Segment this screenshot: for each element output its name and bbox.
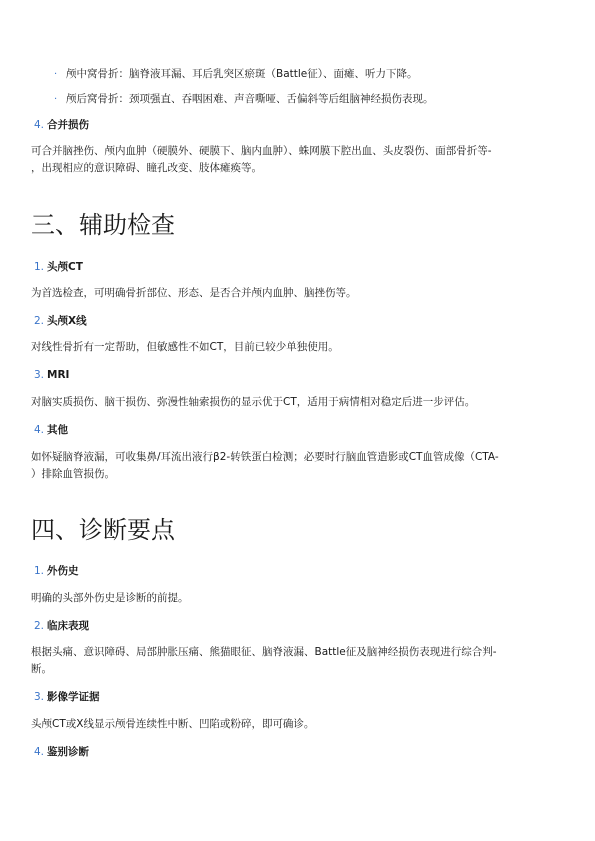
bullet-dot-icon: · bbox=[54, 94, 58, 105]
item-title: 外伤史 bbox=[47, 565, 79, 577]
item-title: 头颅X线 bbox=[47, 315, 87, 327]
list-number: 3. bbox=[34, 369, 45, 381]
paragraph-line: 如怀疑脑脊液漏，可收集鼻/耳流出液行β2-转铁蛋白检测；必要时行脑血管造影或CT血管成像（CTA- bbox=[31, 451, 499, 463]
diagnosis-item-heading bbox=[34, 690, 100, 704]
bullet-middle-fossa bbox=[54, 67, 418, 82]
exam-item-text: 对线性骨折有一定帮助，但敏感性不如CT，目前已较少单独使用。 bbox=[31, 341, 339, 353]
exam-item-heading bbox=[34, 423, 68, 437]
list-number: 2. bbox=[34, 620, 45, 632]
paragraph-line: 断。 bbox=[31, 663, 52, 675]
exam-item-heading bbox=[34, 314, 87, 328]
list-number: 4. bbox=[34, 119, 45, 131]
bullet-text: 颅后窝骨折：颈项强直、吞咽困难、声音嘶哑、舌偏斜等后组脑神经损伤表现。 bbox=[66, 93, 434, 105]
paragraph-line: 可合并脑挫伤、颅内血肿（硬膜外、硬膜下、脑内血肿）、蛛网膜下腔出血、头皮裂伤、面部骨折等- bbox=[31, 145, 492, 157]
section-heading-diagnosis: 四、诊断要点 bbox=[31, 516, 175, 544]
exam-item-text: 为首选检查，可明确骨折部位、形态、是否合并颅内血肿、脑挫伤等。 bbox=[31, 287, 357, 299]
item-title: MRI bbox=[47, 369, 70, 381]
list-number: 1. bbox=[34, 261, 45, 273]
item-title: 头颅CT bbox=[47, 261, 83, 273]
item-title: 鉴别诊断 bbox=[47, 746, 89, 758]
diagnosis-item-heading bbox=[34, 619, 89, 633]
diagnosis-item-heading bbox=[34, 564, 79, 578]
diagnosis-item-text: 头颅CT或X线显示颅骨连续性中断、凹陷或粉碎，即可确诊。 bbox=[31, 718, 315, 730]
diagnosis-item-text: 明确的头部外伤史是诊断的前提。 bbox=[31, 592, 189, 604]
exam-item-heading bbox=[34, 368, 69, 382]
exam-item-text bbox=[31, 449, 565, 483]
list-number: 2. bbox=[34, 315, 45, 327]
item-title: 影像学证据 bbox=[47, 691, 100, 703]
bullet-posterior-fossa bbox=[54, 92, 434, 107]
exam-item-heading bbox=[34, 260, 83, 274]
item-title: 临床表现 bbox=[47, 620, 89, 632]
list-number: 3. bbox=[34, 691, 45, 703]
bullet-text: 颅中窝骨折：脑脊液耳漏、耳后乳突区瘀斑（Battle征）、面瘫、听力下降。 bbox=[66, 68, 418, 80]
list-number: 1. bbox=[34, 565, 45, 577]
paragraph-line: ）排除血管损伤。 bbox=[31, 468, 115, 480]
diagnosis-item-text bbox=[31, 644, 565, 678]
item-title: 合并损伤 bbox=[47, 119, 89, 131]
list-number: 4. bbox=[34, 424, 45, 436]
diagnosis-item-heading bbox=[34, 745, 89, 759]
paragraph-line: 根据头痛、意识障碍、局部肿胀压痛、熊猫眼征、脑脊液漏、Battle征及脑神经损伤表现进行综合判- bbox=[31, 646, 497, 658]
complication-paragraph bbox=[31, 143, 565, 177]
complication-heading bbox=[34, 118, 89, 132]
list-number: 4. bbox=[34, 746, 45, 758]
bullet-dot-icon: · bbox=[54, 69, 58, 80]
exam-item-text: 对脑实质损伤、脑干损伤、弥漫性轴索损伤的显示优于CT，适用于病情相对稳定后进一步评估。 bbox=[31, 396, 476, 408]
section-heading-auxiliary-exams: 三、辅助检查 bbox=[31, 211, 175, 239]
item-title: 其他 bbox=[47, 424, 68, 436]
paragraph-line: ，出现相应的意识障碍、瞳孔改变、肢体瘫痪等。 bbox=[31, 162, 262, 174]
